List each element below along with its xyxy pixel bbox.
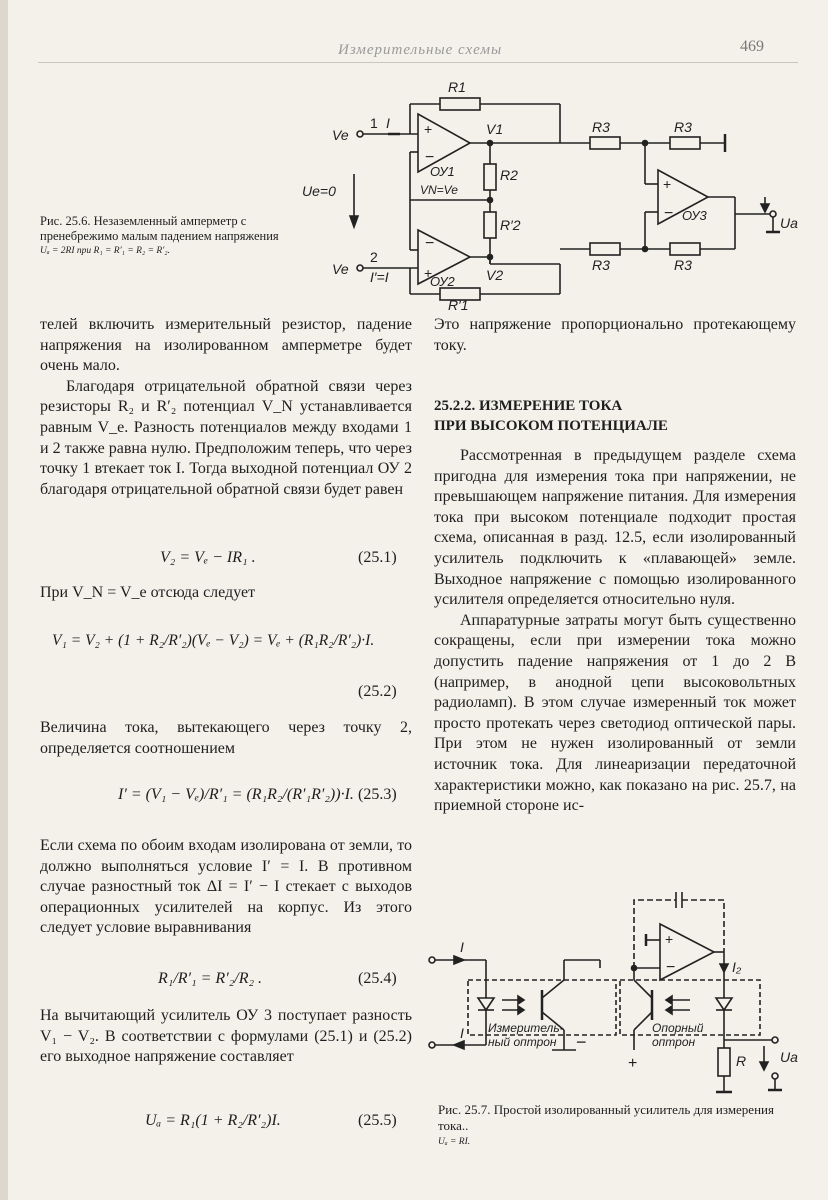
label-reference-1: Опорный <box>652 1021 704 1035</box>
label-ua: Ua <box>780 1049 798 1065</box>
label-r2: R2 <box>500 167 518 183</box>
label-ua: Ua <box>780 215 798 231</box>
figure-25-7-caption <box>438 1102 798 1150</box>
svg-text:−: − <box>664 205 674 222</box>
label-i-top: I <box>460 939 464 955</box>
label-r3b: R3 <box>674 119 692 135</box>
label-r3a: R3 <box>592 119 610 135</box>
paragraph: При V_N = V_e отсюда следует <box>40 584 256 601</box>
section-number: 25.2.2. <box>434 398 476 414</box>
label-i: I <box>386 115 390 131</box>
svg-text:−: − <box>666 959 676 976</box>
label-vn: VN=Ve <box>420 183 458 197</box>
equation-25-1: V₂ = Vₑ − IR₁ . <box>160 549 256 566</box>
label-i-bottom: I <box>460 1025 464 1041</box>
equation-number: (25.4) <box>358 970 397 987</box>
label-measuring-1: Измеритель- <box>488 1021 564 1035</box>
resistor-r2 <box>484 164 496 190</box>
label-node-2: 2 <box>370 249 378 265</box>
caption-formula: Uₐ = RI. <box>438 1137 471 1147</box>
equation-25-2: V₁ = V₂ + (1 + R₂/R′₂)(Vₑ − V₂) = Vₑ + (R₁R₂/R′₂)·I. <box>52 632 375 649</box>
label-r1-prime: R′1 <box>448 297 469 312</box>
label-r3c: R3 <box>592 257 610 273</box>
header-rule <box>38 62 798 63</box>
equation-25-5: Uₐ = R₁(1 + R₂/R′₂)I. <box>145 1112 281 1129</box>
label-minus: − <box>576 1032 587 1052</box>
label-plus: + <box>628 1055 638 1072</box>
right-column-top <box>434 315 796 356</box>
paragraph: Рассмотренная в предыдущем разделе схема пригодна для измерения тока при напряжении, не превышающем напряжение питания. Для измерения тока при высоком потенциале подходит простая схема, описанная в разд. 12.5, если изолированный усилитель подключить к «плавающей» земле. Выходное напряжение с помощью изолированного усилителя определяется относительно нуля. <box>434 447 796 609</box>
paragraph: Аппаратурные затраты могут быть существенно сокращены, если при измерении тока можно допустить падение напряжения от 1 до 2 В (например, в анодной цепи высоковольтных радиоламп). В этом случае измеренный ток может просто протекать через светодиод оптической пары. При этом не нужен изолированный от земли источник тока. Для линеаризации передаточной характеристики можно, как показано на рис. 25.7, на приемной стороне ис- <box>434 611 796 815</box>
section-title-line-2: ПРИ ВЫСОКОМ ПОТЕНЦИАЛЕ <box>434 418 668 434</box>
svg-text:+: + <box>424 265 433 281</box>
resistor-r3-bottom-left <box>590 243 620 255</box>
running-title: Измерительные схемы <box>338 42 503 58</box>
paragraph: На вычитающий усилитель ОУ 3 поступает разность V₁ − V₂. В соответствии с формулами (25.1) и (25.2) его выходное напряжение составляет <box>40 1007 412 1066</box>
paragraph: Благодаря отрицательной обратной связи через резисторы R₂ и R′₂ потенциал V_N устанавливается равным V_e. Разность потенциалов между входами 1 и 2 также равна нулю. Предположим теперь, что через точку 1 втекает ток I. Тогда выходной потенциал ОУ 2 благодаря отрицательной обратной связи будет равен <box>40 377 412 498</box>
label-r: R <box>736 1053 747 1069</box>
equation-number: (25.1) <box>358 549 397 566</box>
label-node-1: 1 <box>370 115 378 131</box>
paragraph: телей включить измерительный резистор, падение напряжения на изолированном амперметре будет очень мало. <box>40 316 412 375</box>
equation-number: (25.2) <box>358 683 397 700</box>
resistor-r <box>718 1048 730 1076</box>
resistor-r1 <box>440 98 480 110</box>
paragraph: Это напряжение пропорционально протекающему току. <box>434 316 796 354</box>
page-edge-shadow <box>0 0 8 1200</box>
resistor-r3-bottom-right <box>670 243 700 255</box>
label-ve-2: Ve <box>332 261 349 277</box>
resistor-r3-top-right <box>670 137 700 149</box>
right-column-body <box>434 446 796 817</box>
terminal-2 <box>357 265 363 271</box>
svg-text:+: + <box>663 176 672 192</box>
paragraph: Если схема по обоим входам изолирована от земли, то должно выполняться условие I′ = I. В противном случае разностный ток ΔI = I′ − I стекает с выходов операционных усилителей на корпус. Из этого следует условие выравнивания <box>40 837 412 937</box>
caption-text: Рис. 25.7. Простой изолированный усилитель для измерения тока.. <box>438 1102 774 1133</box>
label-v1: V1 <box>486 121 504 137</box>
label-ue: Ue=0 <box>302 183 336 199</box>
section-heading <box>434 396 796 436</box>
caption-text: Рис. 25.6. Незаземленный амперметр с пренебрежимо малым падением напряжения <box>40 214 279 243</box>
page-number: 469 <box>740 38 764 55</box>
label-r1: R1 <box>448 79 466 95</box>
label-ou1: ОУ1 <box>430 164 455 179</box>
section-title-line-1: ИЗМЕРЕНИЕ ТОКА <box>479 398 623 414</box>
figure-25-7-circuit <box>424 880 804 1100</box>
label-i-prime: I′=I <box>370 269 389 285</box>
caption-formula: Uₐ = 2RI при R₁ = R′₁ = R₂ = R′₂. <box>40 246 170 256</box>
equation-number: (25.3) <box>358 786 397 803</box>
label-ve-1: Ve <box>332 127 349 143</box>
equation-25-3: I′ = (V₁ − Vₑ)/R′₁ = (R₁R₂/(R′₁R′₂))·I. <box>118 786 354 803</box>
label-i2: I₂ <box>732 959 742 975</box>
terminal-1 <box>357 131 363 137</box>
equation-25-4: R₁/R′₁ = R′₂/R₂ . <box>158 970 263 987</box>
paragraph: Величина тока, вытекающего через точку 2, определяется соотношением <box>40 719 412 757</box>
equation-number: (25.5) <box>358 1112 397 1129</box>
svg-text:+: + <box>424 121 433 137</box>
label-ou2: ОУ2 <box>430 274 455 289</box>
resistor-r3-top-left <box>590 137 620 149</box>
svg-text:+: + <box>665 931 674 947</box>
left-column <box>40 315 412 500</box>
svg-text:−: − <box>425 235 435 252</box>
figure-25-6-circuit <box>290 72 810 312</box>
resistor-r2-prime <box>484 212 496 238</box>
label-reference-2: оптрон <box>652 1035 696 1049</box>
label-measuring-2: ный оптрон <box>488 1035 557 1049</box>
svg-text:−: − <box>425 149 435 166</box>
figure-25-6-caption <box>40 214 290 259</box>
label-v2: V2 <box>486 267 504 283</box>
label-ou3: ОУ3 <box>682 208 707 223</box>
label-r2-prime: R′2 <box>500 217 521 233</box>
label-r3d: R3 <box>674 257 692 273</box>
